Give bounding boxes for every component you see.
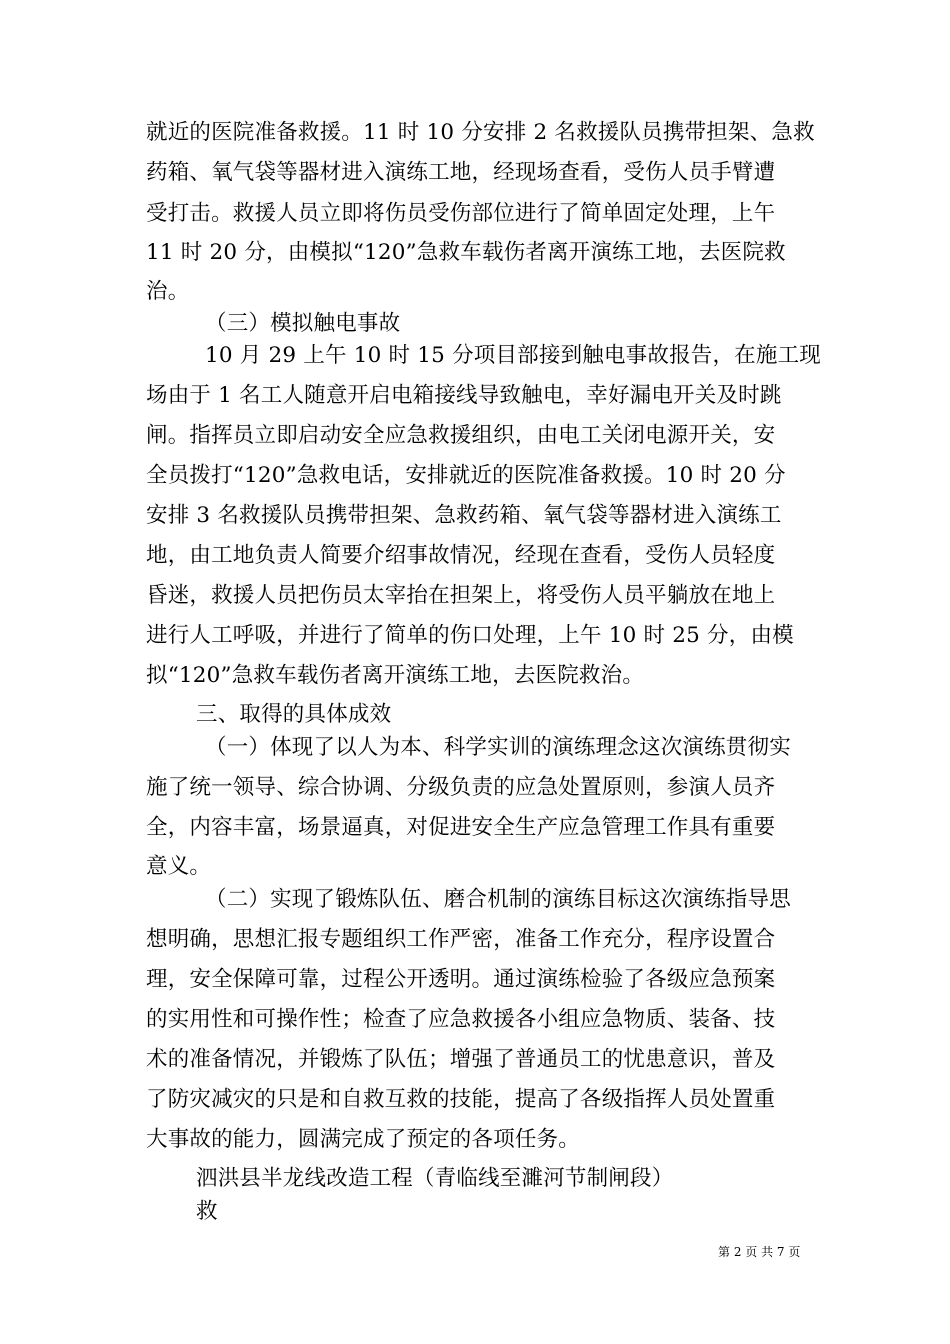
text-line: 全，内容丰富，场景逼真，对促进安全生产应急管理工作具有重要 [146,815,776,840]
text-line: 治。 [146,279,190,304]
text-line: 了防灾减灾的只是和自救互救的技能，提高了各级指挥人员处置重 [146,1087,776,1112]
text-line: 的实用性和可操作性；检查了应急救援各小组应急物质、装备、技 [146,1007,776,1032]
text-line: 泗洪县半龙线改造工程（青临线至濉河节制闸段） [196,1166,674,1191]
text-line: 受打击。救援人员立即将伤员受伤部位进行了简单固定处理，上午 [146,201,776,226]
text-line: 安排 3 名救援队员携带担架、急救药箱、氧气袋等器材进入演练工 [146,503,782,528]
text-line: （一）体现了以人为本、科学实训的演练理念这次演练贯彻实 [205,735,791,760]
text-line: 施了统一领导、综合协调、分级负责的应急处置原则，参演人员齐 [146,775,776,800]
page-number: 第 2 页 共 7 页 [718,1245,801,1259]
text-line: 11 时 20 分，由模拟“120”急救车载伤者离开演练工地，去医院救 [146,240,786,265]
text-line: 拟“120”急救车载伤者离开演练工地，去医院救治。 [146,663,645,688]
text-line: 大事故的能力，圆满完成了预定的各项任务。 [146,1127,581,1152]
text-line: 理，安全保障可靠，过程公开透明。通过演练检验了各级应急预案 [146,967,776,992]
text-line: 昏迷，救援人员把伤员太宰抬在担架上，将受伤人员平躺放在地上 [146,583,776,608]
section-heading: 三、取得的具体成效 [196,702,392,727]
text-line: 术的准备情况，并锻炼了队伍；增强了普通员工的忧患意识，普及 [146,1047,776,1072]
text-line: 药箱、氧气袋等器材进入演练工地，经现场查看，受伤人员手臂遭 [146,160,776,185]
text-line: 进行人工呼吸，并进行了简单的伤口处理，上午 10 时 25 分，由模 [146,623,794,648]
text-line: 10 月 29 上午 10 时 15 分项目部接到触电事故报告，在施工现 [205,343,821,368]
text-line: 意义。 [146,854,212,879]
text-line: 想明确，思想汇报专题组织工作严密，准备工作充分，程序设置合 [146,927,776,952]
text-line: （二）实现了锻炼队伍、磨合机制的演练目标这次演练指导思 [205,887,791,912]
text-line: 闸。指挥员立即启动安全应急救援组织，由电工关闭电源开关，安 [146,423,776,448]
text-line: 全员拨打“120”急救电话，安排就近的医院准备救援。10 时 20 分 [146,463,786,488]
text-line: 救 [196,1199,218,1224]
section-heading: （三）模拟触电事故 [205,311,401,336]
text-line: 场由于 1 名工人随意开启电箱接线导致触电，幸好漏电开关及时跳 [146,383,782,408]
text-line: 就近的医院准备救援。11 时 10 分安排 2 名救援队员携带担架、急救 [146,120,815,145]
text-line: 地，由工地负责人简要介绍事故情况，经现在查看，受伤人员轻度 [146,543,776,568]
